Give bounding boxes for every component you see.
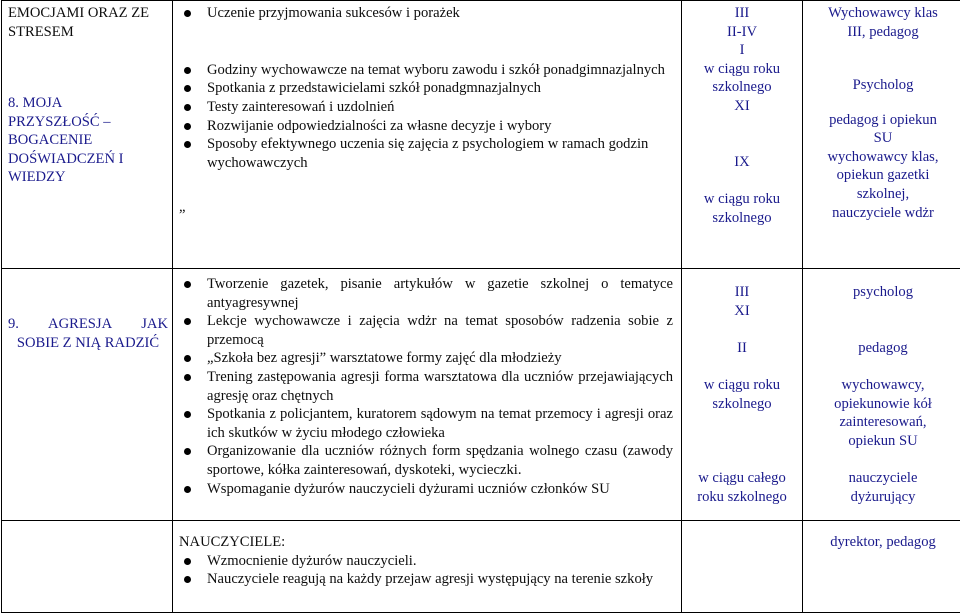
list-item: Spotkania z przedstawicielami szkół ponadgmnazjalnych: [179, 79, 673, 98]
term-line: roku szkolnego: [697, 488, 787, 505]
list-item: Nauczyciele reagują na każdy przejaw agresji występujący na terenie szkoły: [179, 570, 673, 589]
list-item: Tworzenie gazetek, pisanie artykułów w gazetie szkolnej o tematyce antyagresywnej: [179, 275, 673, 312]
responsible-line: wychowawcy klas,: [827, 148, 939, 165]
activity-list: [179, 61, 673, 173]
list-item: Lekcje wychowawcze i zajęcia wdżr na temat sposobów radzenia sobie z przemocą: [179, 312, 673, 349]
responsible-line: psycholog: [853, 284, 913, 300]
term-line: w ciągu roku: [703, 376, 781, 393]
responsible-cell: [803, 1, 960, 269]
responsible-line: wychowawcy,: [841, 376, 925, 393]
responsible-line: nauczyciele: [848, 469, 918, 486]
list-item: Organizowanie dla uczniów różnych form spędzania wolnego czasu (zawody sportowe, kółka zainteresowań, dyskoteki, wycieczki.: [179, 442, 673, 479]
term-line: III: [734, 284, 750, 300]
topic-line: 9. AGRESJA JAK: [8, 316, 168, 332]
list-item: Rozwijanie odpowiedzialności za własne decyzje i wybory: [179, 117, 673, 136]
activity-list: [179, 552, 673, 589]
term-line: XI: [734, 97, 750, 114]
responsible-line: opiekun gazetki: [836, 167, 930, 184]
list-item: Godziny wychowawcze na temat wyboru zawodu i szkół ponadgimnazjalnych: [179, 61, 673, 80]
responsible-line: opiekunowie kół: [834, 395, 932, 412]
responsible-line: opiekun SU: [848, 432, 918, 449]
responsible-line: pedagog: [858, 339, 908, 356]
responsible-line: III, pedagog: [847, 23, 919, 40]
topic-line: SOBIE Z NIĄ RADZIĆ: [16, 334, 160, 351]
term-line: III: [734, 5, 750, 21]
terms-cell: [682, 1, 803, 269]
topic-cell: [2, 521, 173, 613]
term-line: I: [739, 42, 745, 59]
topic-line: STRESEM: [8, 23, 74, 40]
activity-list: [179, 275, 673, 498]
term-line: w ciągu roku: [703, 60, 781, 77]
term-line: II: [737, 339, 747, 356]
activity-list: [179, 4, 673, 23]
list-item: Sposoby efektywnego uczenia się zajęcia z psychologiem w ramach godzin wychowawczych: [179, 135, 673, 172]
term-line: IX: [734, 153, 750, 170]
responsible-cell: [803, 521, 960, 613]
term-line: szkolnego: [712, 79, 772, 96]
topic-line: 8. MOJA: [8, 94, 63, 111]
list-item: Trening zastępowania agresji forma warsztatowa dla uczniów przejawiających agresję oraz chętnych: [179, 368, 673, 405]
terms-cell: [682, 269, 803, 521]
topic-line: WIEDZY: [8, 169, 66, 186]
list-item: Uczenie przyjmowania sukcesów i porażek: [179, 4, 673, 23]
topic-line: BOGACENIE: [8, 132, 93, 149]
topic-line: PRZYSZŁOŚĆ –: [8, 113, 111, 130]
list-item: „Szkoła bez agresji” warsztatowe formy zajęć dla młodzieży: [179, 349, 673, 368]
responsible-line: Wychowawcy klas: [828, 5, 938, 21]
activities-cell: [173, 521, 682, 613]
term-line: szkolnego: [712, 395, 772, 412]
list-item: Wspomaganie dyżurów nauczycieli dyżurami uczniów członków SU: [179, 480, 673, 499]
responsible-line: dyrektor, pedagog: [830, 534, 936, 550]
activities-cell: [173, 269, 682, 521]
term-line: w ciągu całego: [698, 469, 786, 486]
trailing-mark: „: [179, 198, 186, 215]
table-row: [2, 1, 960, 269]
responsible-line: szkolnej,: [856, 185, 910, 202]
topic-cell: [2, 1, 173, 269]
list-item: Testy zainteresowań i uzdolnień: [179, 98, 673, 117]
topic-line: DOŚWIADCZEŃ I: [8, 150, 124, 167]
activities-cell: [173, 1, 682, 269]
responsible-cell: [803, 269, 960, 521]
responsible-line: nauczyciele wdżr: [832, 204, 934, 221]
topic-line: EMOCJAMI ORAZ ZE: [8, 5, 150, 21]
responsible-line: dyżurujący: [850, 488, 916, 505]
responsible-line: zainteresowań,: [839, 414, 927, 431]
topic-cell: [2, 269, 173, 521]
terms-cell: [682, 521, 803, 613]
responsible-line: Psycholog: [852, 77, 914, 94]
responsible-line: SU: [873, 130, 893, 147]
term-line: szkolnego: [712, 209, 772, 226]
term-line: XI: [734, 302, 750, 319]
responsible-line: pedagog i opiekun: [829, 111, 937, 128]
table-row: [2, 521, 960, 613]
table-row: [2, 269, 960, 521]
list-item: Wzmocnienie dyżurów nauczycieli.: [179, 552, 673, 571]
list-item: Spotkania z policjantem, kuratorem sądowym na temat przemocy i agresji oraz ich skutków w życiu młodego człowieka: [179, 405, 673, 442]
term-line: w ciągu roku: [703, 190, 781, 207]
plan-table: [1, 0, 960, 613]
section-heading: NAUCZYCIELE:: [179, 534, 286, 550]
term-line: II-IV: [727, 23, 757, 40]
